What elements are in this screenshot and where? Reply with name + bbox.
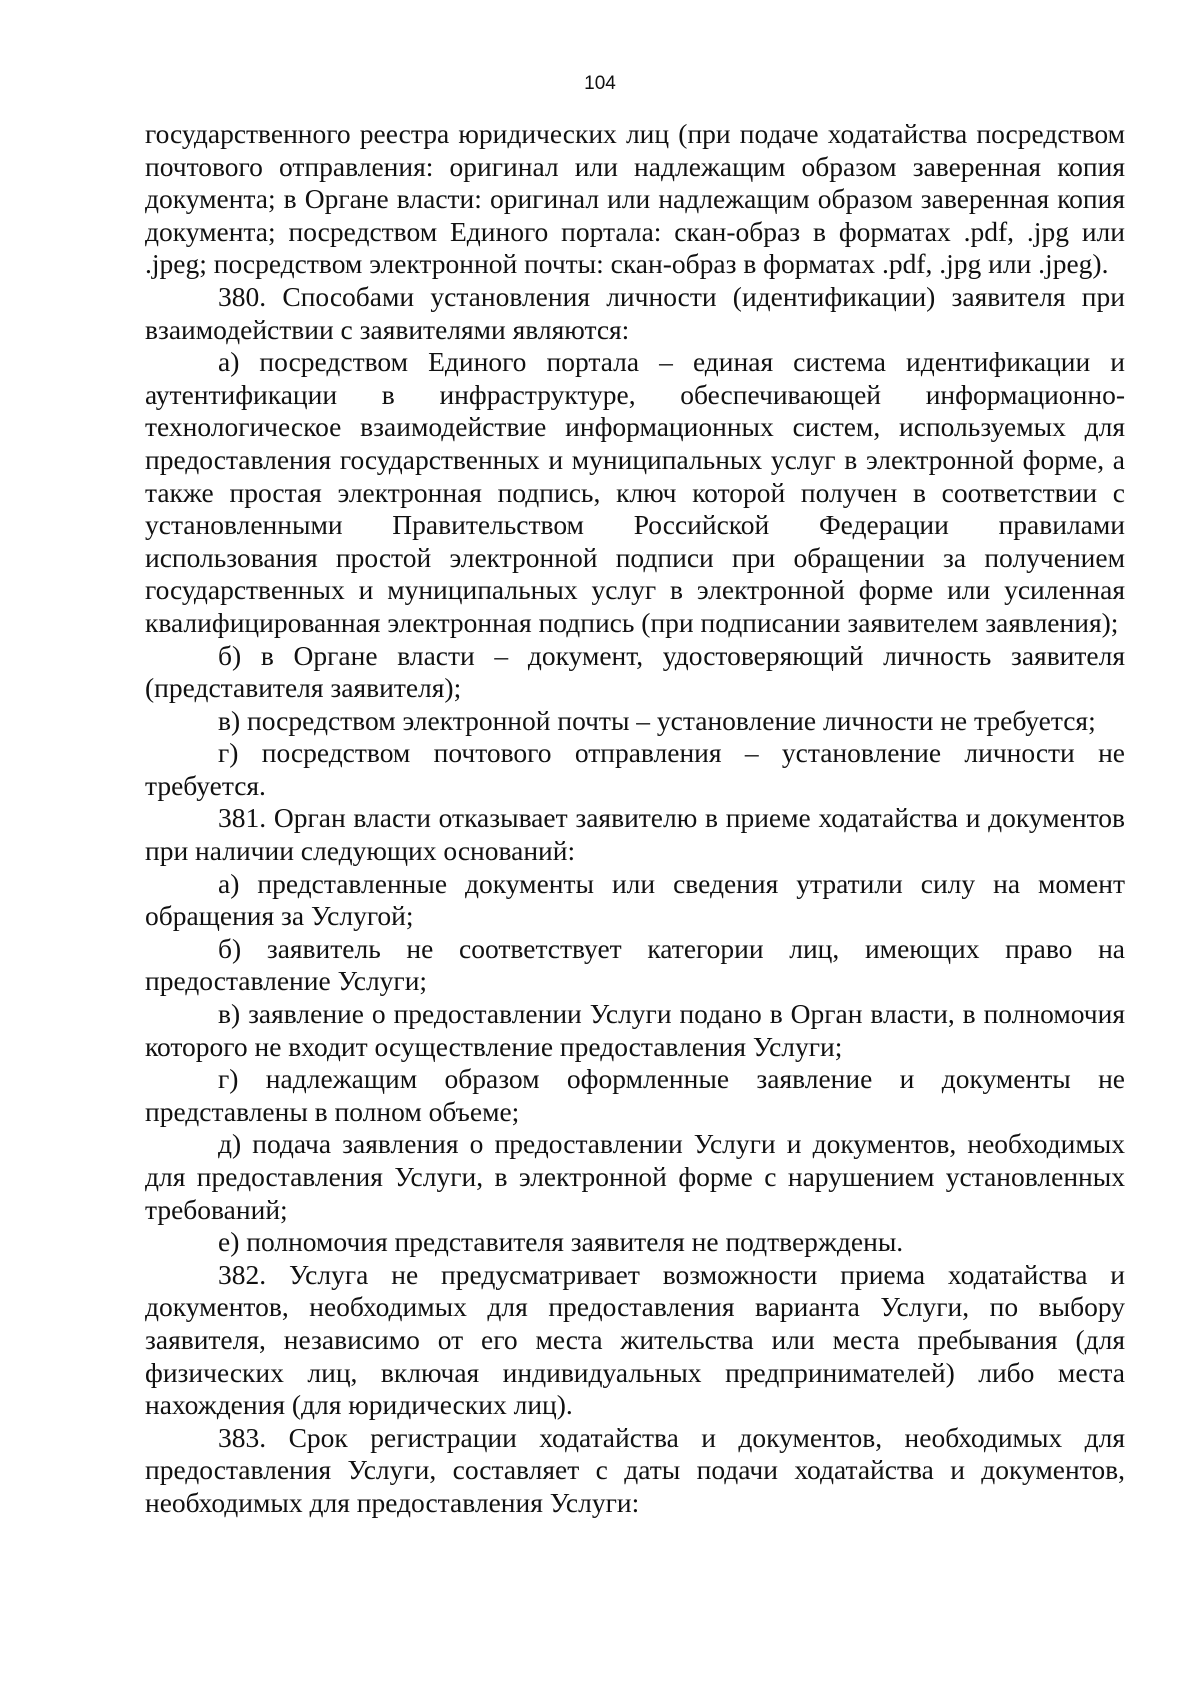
list-item-381-g: г) надлежащим образом оформленные заявление и документы не представлены в полном объеме; (145, 1063, 1125, 1127)
paragraph-381: 381. Орган власти отказывает заявителю в приеме ходатайства и документов при наличии следующих оснований: (145, 802, 1125, 867)
list-item-381-d: д) подача заявления о предоставлении Услуги и документов, необходимых для предоставления Услуги, в электронной форме с нарушением установленных требований; (145, 1128, 1125, 1225)
list-item-381-v: в) заявление о предоставлении Услуги подано в Орган власти, в полномочия которого не входит осуществление предоставления Услуги; (145, 998, 1125, 1062)
list-item-380-v: в) посредством электронной почты – установление личности не требуется; (218, 704, 1096, 736)
page-number: 104 (584, 73, 616, 94)
list-item-380-b: б) в Органе власти – документ, удостоверяющий личность заявителя (представителя заявителя); (145, 639, 1125, 704)
list-item-380-a: а) посредством Единого портала – единая система идентификации и аутентификации в инфраструктуре, обеспечивающей информационно-технологическое взаимодействие информационных систем, используемых для предоставления государственных и муниципальных услуг в электронной форме, а также простая электронная подпись, ключ которой получен в соответствии с установленными Правительством Российской Федерации правилами использования простой электронной подписи при обращении за получением государственных и муниципальных услуг в электронной форме или усиленная квалифицированная электронная подпись (при подписании заявителем заявления); (145, 346, 1125, 638)
document-body (145, 118, 1125, 1520)
paragraph-382: 382. Услуга не предусматривает возможности приема ходатайства и документов, необходимых для предоставления варианта Услуги, по выбору заявителя, независимо от его места жительства или места пребывания (для физических лиц, включая индивидуальных предпринимателей) либо места нахождения (для юридических лиц). (145, 1258, 1125, 1421)
paragraph-continuation: государственного реестра юридических лиц (при подаче ходатайства посредством почтового отправления: оригинал или надлежащим образом заверенная копия документа; в Органе власти: оригинал или надлежащим образом заверенная копия документа; посредством Единого портала: скан-образ в форматах .pdf, .jpg или .jpeg; посредством электронной почты: скан-образ в форматах .pdf, .jpg или .jpeg). (145, 118, 1125, 280)
list-item-381-e: е) полномочия представителя заявителя не подтверждены. (218, 1226, 904, 1258)
paragraph-380: 380. Способами установления личности (идентификации) заявителя при взаимодействии с заявителями являются: (145, 280, 1125, 345)
list-item-381-a: а) представленные документы или сведения утратили силу на момент обращения за Услугой; (145, 867, 1125, 932)
list-item-381-b: б) заявитель не соответствует категории лиц, имеющих право на предоставление Услуги; (145, 932, 1125, 997)
paragraph-383: 383. Срок регистрации ходатайства и документов, необходимых для предоставления Услуги, составляет с даты подачи ходатайства и документов, необходимых для предоставления Услуги: (145, 1421, 1125, 1518)
list-item-380-g: г) посредством почтового отправления – установление личности не требуется. (145, 737, 1125, 801)
